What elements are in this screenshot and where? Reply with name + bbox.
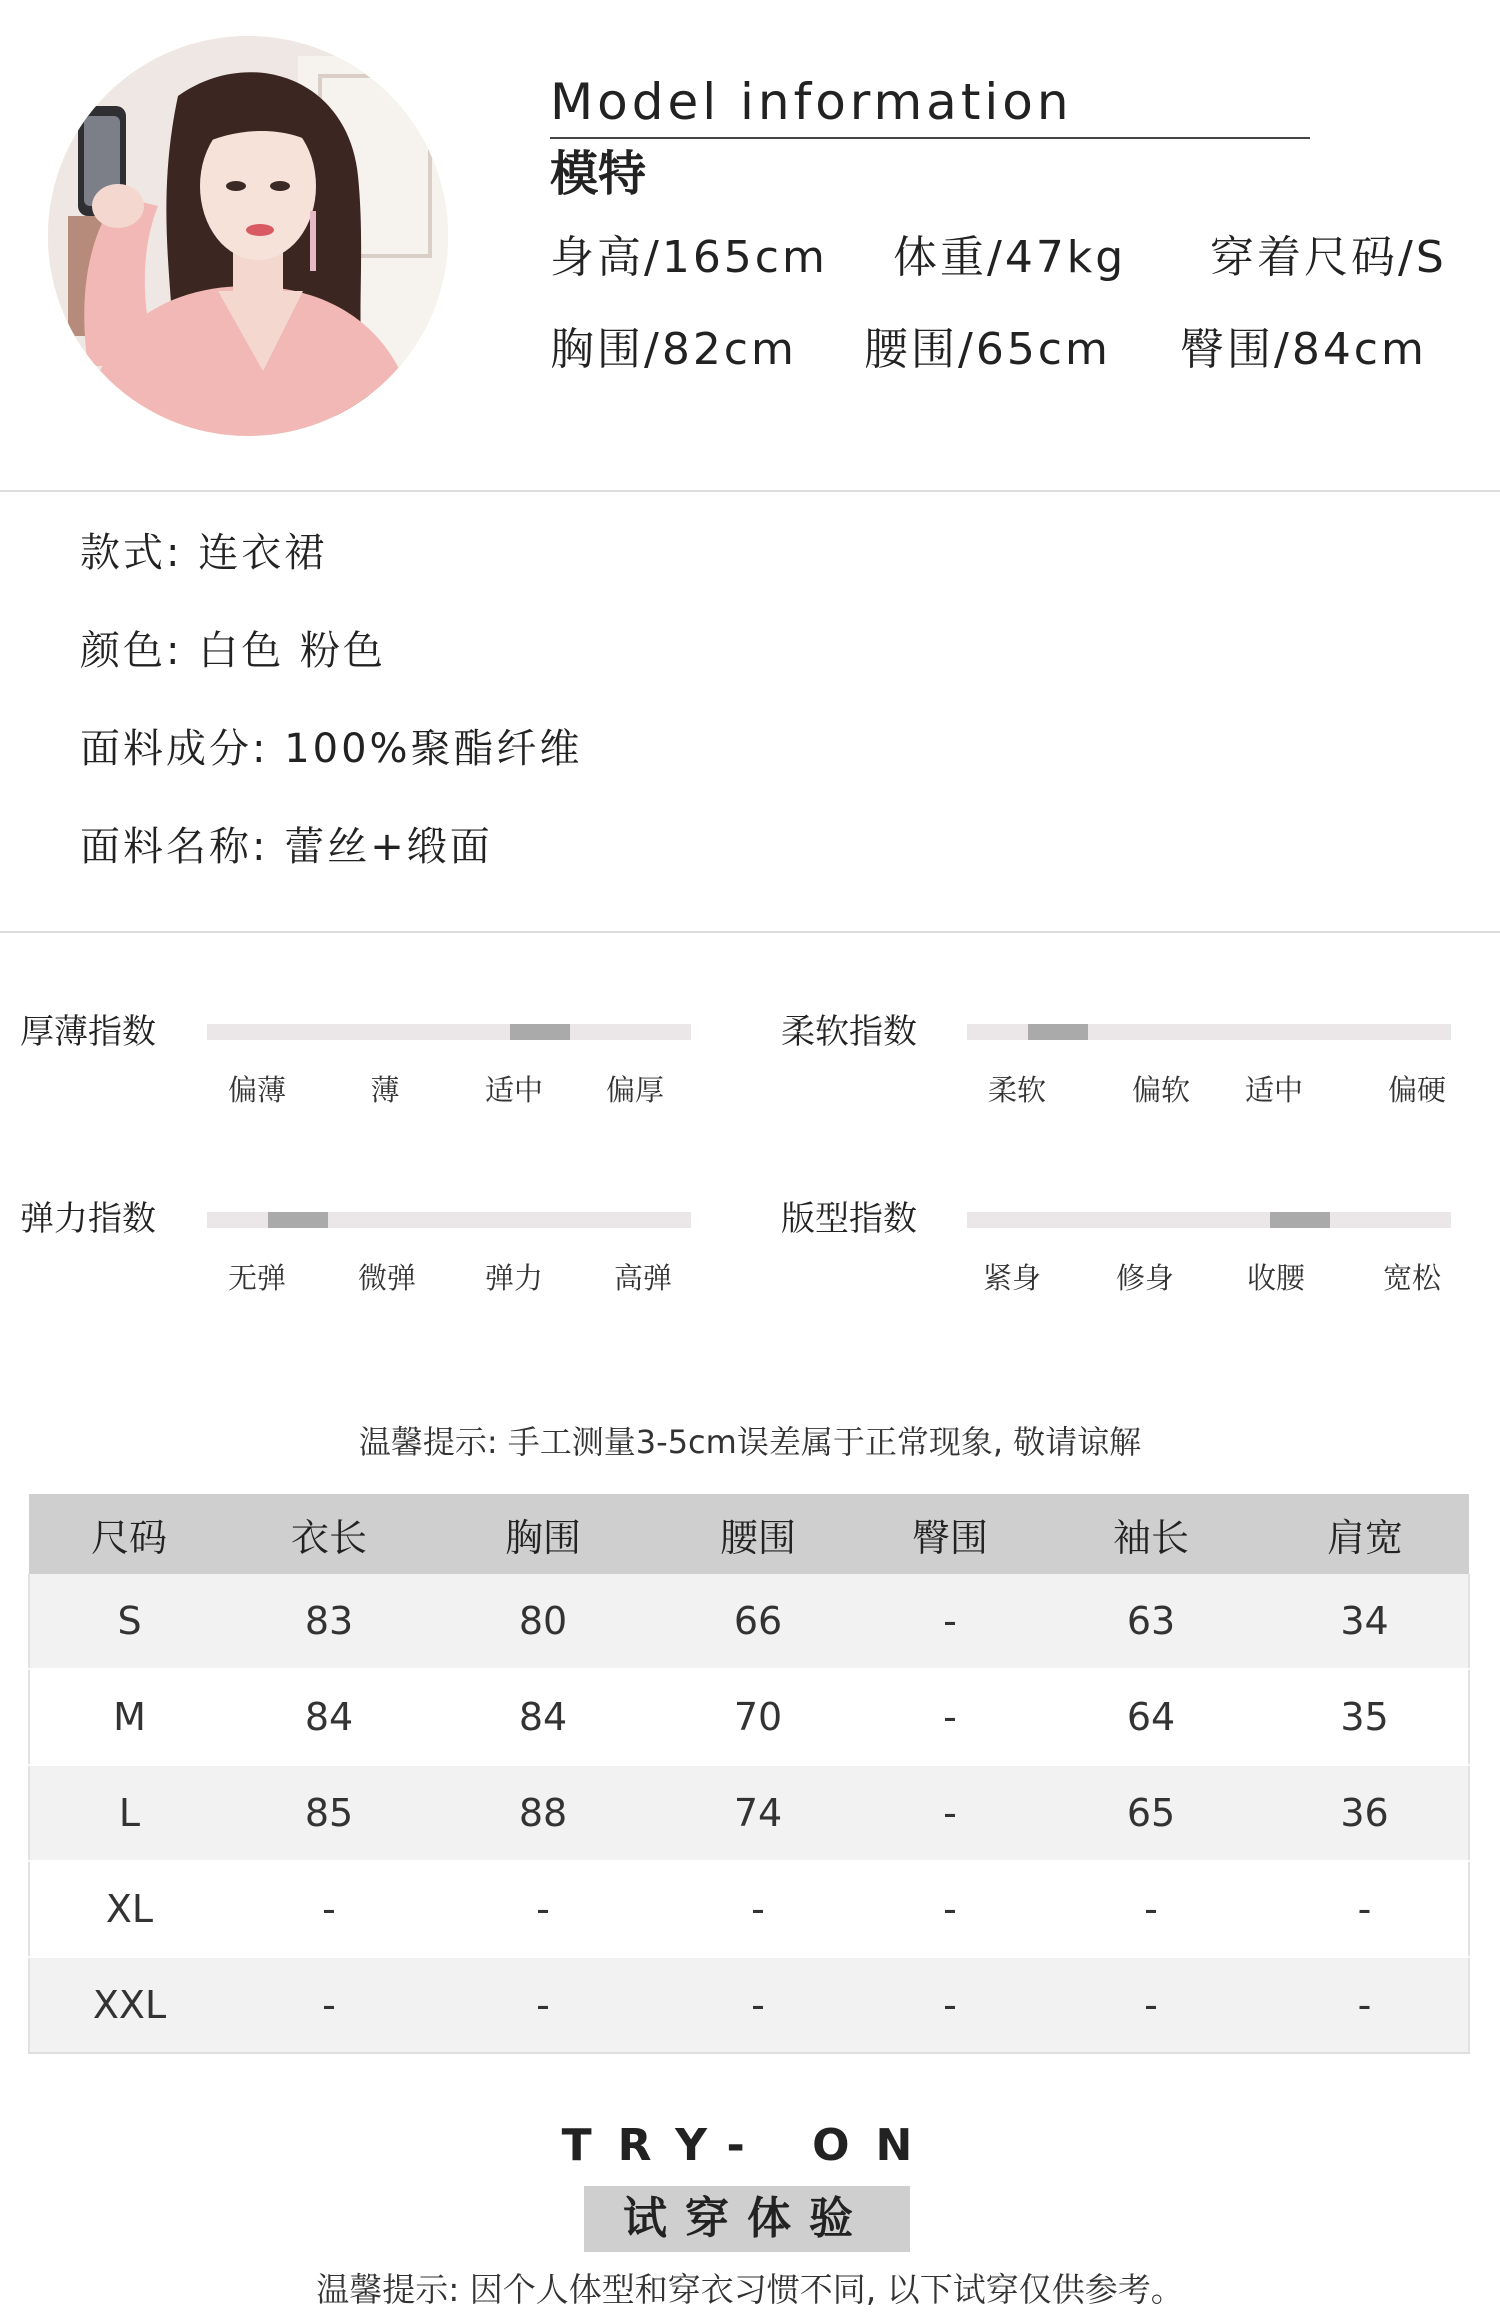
product-style: 款式: 连衣裙 xyxy=(80,530,328,576)
index-option: 偏硬 xyxy=(1387,1073,1447,1107)
table-header-cell: 衣长 xyxy=(229,1494,429,1574)
table-cell: L xyxy=(29,1765,229,1861)
index-option: 适中 xyxy=(1244,1073,1304,1107)
table-cell: 74 xyxy=(657,1765,859,1861)
model-info-underline xyxy=(550,137,1310,139)
table-row xyxy=(29,1957,1469,2053)
index-bar-elasticity xyxy=(207,1212,691,1228)
index-bar-softness xyxy=(967,1024,1451,1040)
table-header-cell: 臀围 xyxy=(859,1494,1041,1574)
table-header-cell: 腰围 xyxy=(657,1494,859,1574)
index-option: 薄 xyxy=(370,1073,400,1107)
table-cell: - xyxy=(859,1861,1041,1957)
product-composition: 面料成分: 100%聚酯纤维 xyxy=(80,726,583,772)
table-cell: 88 xyxy=(429,1765,657,1861)
try-on-title-cn: 试穿体验 xyxy=(584,2186,910,2252)
table-header-cell: 胸围 xyxy=(429,1494,657,1574)
index-fill xyxy=(1270,1212,1331,1228)
table-cell: 34 xyxy=(1261,1574,1469,1669)
model-info-title-cn: 模特 xyxy=(550,146,647,202)
model-waist: 腰围/65cm xyxy=(864,324,1111,375)
table-cell: 84 xyxy=(429,1669,657,1765)
table-cell: S xyxy=(29,1574,229,1669)
table-cell: 84 xyxy=(229,1669,429,1765)
table-cell: - xyxy=(1041,1861,1261,1957)
table-cell: - xyxy=(657,1861,859,1957)
index-label-fit: 版型指数 xyxy=(781,1199,917,1239)
index-option: 适中 xyxy=(484,1073,544,1107)
table-cell: XL xyxy=(29,1861,229,1957)
index-bar-thickness xyxy=(207,1024,691,1040)
index-option: 收腰 xyxy=(1246,1261,1306,1295)
table-cell: - xyxy=(657,1957,859,2053)
index-option: 修身 xyxy=(1115,1261,1175,1295)
model-height: 身高/165cm xyxy=(550,232,828,283)
table-cell: - xyxy=(859,1574,1041,1669)
index-option: 微弹 xyxy=(357,1261,417,1295)
index-option: 宽松 xyxy=(1382,1261,1442,1295)
table-header-cell: 尺码 xyxy=(29,1494,229,1574)
table-cell: 36 xyxy=(1261,1765,1469,1861)
index-label-elasticity: 弹力指数 xyxy=(20,1199,156,1239)
model-size: 穿着尺码/S xyxy=(1210,232,1447,283)
model-photo xyxy=(48,36,448,436)
index-option: 偏软 xyxy=(1131,1073,1191,1107)
index-fill xyxy=(1028,1024,1089,1040)
index-bar-fit xyxy=(967,1212,1451,1228)
table-cell: 63 xyxy=(1041,1574,1261,1669)
index-option: 无弹 xyxy=(227,1261,287,1295)
table-row xyxy=(29,1861,1469,1957)
table-cell: XXL xyxy=(29,1957,229,2053)
index-option: 柔软 xyxy=(987,1073,1047,1107)
divider xyxy=(0,931,1500,933)
index-option: 偏薄 xyxy=(227,1073,287,1107)
table-cell: 85 xyxy=(229,1765,429,1861)
divider xyxy=(0,490,1500,492)
table-cell: 64 xyxy=(1041,1669,1261,1765)
table-header-cell: 袖长 xyxy=(1041,1494,1261,1574)
table-cell: - xyxy=(229,1861,429,1957)
table-row xyxy=(29,1765,1469,1861)
size-table xyxy=(28,1494,1470,2054)
table-cell: - xyxy=(859,1669,1041,1765)
table-header-cell: 肩宽 xyxy=(1261,1494,1469,1574)
table-cell: - xyxy=(1041,1957,1261,2053)
table-cell: - xyxy=(229,1957,429,2053)
product-color: 颜色: 白色 粉色 xyxy=(80,628,386,674)
table-cell: M xyxy=(29,1669,229,1765)
table-row xyxy=(29,1574,1469,1669)
model-bust: 胸围/82cm xyxy=(550,324,797,375)
table-cell: 83 xyxy=(229,1574,429,1669)
table-cell: 66 xyxy=(657,1574,859,1669)
try-on-tip: 温馨提示: 因个人体型和穿衣习惯不同, 以下试穿仅供参考。 xyxy=(316,2270,1184,2309)
model-weight: 体重/47kg xyxy=(893,232,1127,283)
table-header-row xyxy=(29,1494,1469,1574)
model-info-title: Model information xyxy=(550,73,1073,131)
table-cell: - xyxy=(429,1861,657,1957)
index-option: 弹力 xyxy=(484,1261,544,1295)
index-option: 紧身 xyxy=(982,1261,1042,1295)
table-row xyxy=(29,1669,1469,1765)
index-option: 偏厚 xyxy=(605,1073,665,1107)
model-hip: 臀围/84cm xyxy=(1180,324,1427,375)
try-on-title: TRY- ON xyxy=(561,2120,939,2171)
index-label-softness: 柔软指数 xyxy=(781,1012,917,1052)
measurement-tip: 温馨提示: 手工测量3-5cm误差属于正常现象, 敬请谅解 xyxy=(358,1423,1142,1461)
table-cell: 80 xyxy=(429,1574,657,1669)
table-cell: - xyxy=(859,1957,1041,2053)
table-cell: - xyxy=(1261,1957,1469,2053)
product-fabric: 面料名称: 蕾丝+缎面 xyxy=(80,824,493,870)
table-cell: 70 xyxy=(657,1669,859,1765)
index-fill xyxy=(510,1024,571,1040)
table-cell: 65 xyxy=(1041,1765,1261,1861)
table-cell: - xyxy=(429,1957,657,2053)
index-option: 高弹 xyxy=(613,1261,673,1295)
table-cell: - xyxy=(1261,1861,1469,1957)
table-cell: 35 xyxy=(1261,1669,1469,1765)
index-label-thickness: 厚薄指数 xyxy=(20,1012,156,1052)
index-fill xyxy=(268,1212,329,1228)
table-cell: - xyxy=(859,1765,1041,1861)
